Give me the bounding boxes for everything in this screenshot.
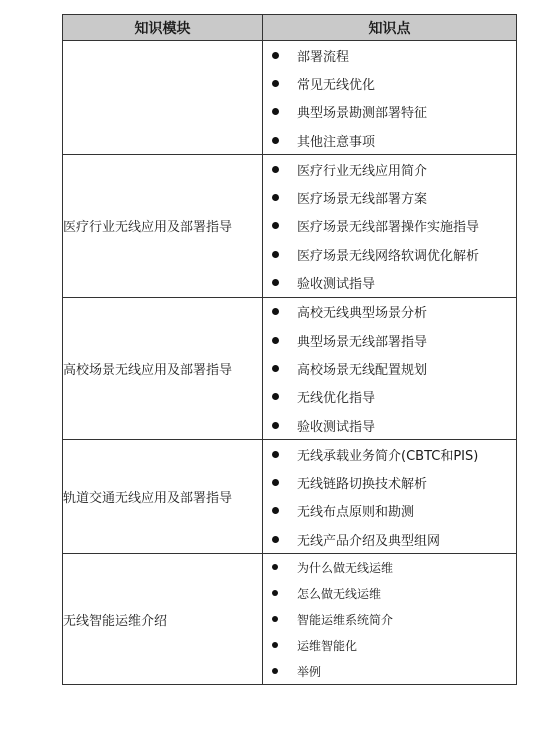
point-text: 验收测试指导 xyxy=(297,277,376,293)
bullet-icon xyxy=(272,422,279,429)
point-text: 医疗场景无线部署方案 xyxy=(297,192,428,208)
list-item xyxy=(263,326,516,354)
point-text: 无线承载业务简介(CBTC和PIS) xyxy=(297,448,479,464)
point-text: 医疗行业无线应用简介 xyxy=(297,163,428,179)
point-text: 无线布点原则和勘测 xyxy=(297,505,415,521)
list-item xyxy=(263,440,516,468)
list-item xyxy=(263,383,516,411)
list-item xyxy=(263,354,516,382)
points-list xyxy=(263,440,516,553)
point-text: 高校无线典型场景分析 xyxy=(297,306,428,322)
bullet-icon xyxy=(272,564,278,570)
point-text: 怎么做无线运维 xyxy=(297,586,382,601)
table-row xyxy=(63,297,517,439)
list-item xyxy=(263,468,516,496)
bullet-icon xyxy=(272,668,278,674)
bullet-icon xyxy=(272,393,279,400)
bullet-icon xyxy=(272,251,279,258)
bullet-icon xyxy=(272,137,279,144)
bullet-icon xyxy=(272,590,278,596)
bullet-icon xyxy=(272,308,279,315)
point-text: 部署流程 xyxy=(297,49,350,65)
module-cell: 轨道交通无线应用及部署指导 xyxy=(63,440,263,554)
module-cell: 医疗行业无线应用及部署指导 xyxy=(63,155,263,297)
list-item xyxy=(263,411,516,439)
point-text: 无线优化指导 xyxy=(297,391,376,407)
bullet-icon xyxy=(272,194,279,201)
bullet-icon xyxy=(272,222,279,229)
point-text: 运维智能化 xyxy=(297,638,358,653)
point-text: 无线产品介绍及典型组网 xyxy=(297,533,441,549)
point-text: 无线链路切换技术解析 xyxy=(297,477,428,493)
table-row xyxy=(63,155,517,297)
list-item xyxy=(263,554,516,580)
module-cell: 无线智能运维介绍 xyxy=(63,554,263,685)
list-item xyxy=(263,183,516,211)
point-text: 为什么做无线运维 xyxy=(297,560,394,575)
points-list xyxy=(263,554,516,684)
list-item xyxy=(263,658,516,684)
table-header-row xyxy=(63,15,517,41)
list-item xyxy=(263,298,516,326)
bullet-icon xyxy=(272,479,279,486)
points-list xyxy=(263,155,516,296)
list-item xyxy=(263,240,516,268)
knowledge-table xyxy=(62,14,517,685)
bullet-icon xyxy=(272,279,279,286)
point-text: 其他注意事项 xyxy=(297,134,376,150)
list-item xyxy=(263,525,516,553)
point-text: 常见无线优化 xyxy=(297,77,376,93)
bullet-icon xyxy=(272,166,279,173)
list-item xyxy=(263,632,516,658)
bullet-icon xyxy=(272,80,279,87)
points-cell xyxy=(263,440,517,554)
bullet-icon xyxy=(272,108,279,115)
point-text: 典型场景勘测部署特征 xyxy=(297,106,428,122)
bullet-icon xyxy=(272,451,279,458)
list-item xyxy=(263,98,516,126)
list-item xyxy=(263,580,516,606)
bullet-icon xyxy=(272,507,279,514)
point-text: 典型场景无线部署指导 xyxy=(297,334,428,350)
table-row xyxy=(63,41,517,155)
bullet-icon xyxy=(272,642,278,648)
point-text: 高校场景无线配置规划 xyxy=(297,362,428,378)
list-item xyxy=(263,212,516,240)
list-item xyxy=(263,497,516,525)
header-module: 知识模块 xyxy=(63,15,263,41)
list-item xyxy=(263,126,516,154)
point-text: 智能运维系统简介 xyxy=(297,612,394,627)
header-points: 知识点 xyxy=(263,15,517,41)
module-cell xyxy=(63,41,263,155)
bullet-icon xyxy=(272,337,279,344)
point-text: 举例 xyxy=(297,664,322,679)
table-row xyxy=(63,440,517,554)
point-text: 医疗场景无线部署操作实施指导 xyxy=(297,220,480,236)
point-text: 验收测试指导 xyxy=(297,419,376,435)
list-item xyxy=(263,268,516,296)
list-item xyxy=(263,41,516,69)
table-row xyxy=(63,554,517,685)
list-item xyxy=(263,606,516,632)
list-item xyxy=(263,69,516,97)
bullet-icon xyxy=(272,52,279,59)
points-cell xyxy=(263,155,517,297)
module-cell: 高校场景无线应用及部署指导 xyxy=(63,297,263,439)
points-cell xyxy=(263,41,517,155)
points-cell xyxy=(263,297,517,439)
points-cell xyxy=(263,554,517,685)
bullet-icon xyxy=(272,365,279,372)
bullet-icon xyxy=(272,616,278,622)
points-list xyxy=(263,298,516,439)
points-list xyxy=(263,41,516,154)
point-text: 医疗场景无线网络软调优化解析 xyxy=(297,248,480,264)
list-item xyxy=(263,155,516,183)
bullet-icon xyxy=(272,536,279,543)
